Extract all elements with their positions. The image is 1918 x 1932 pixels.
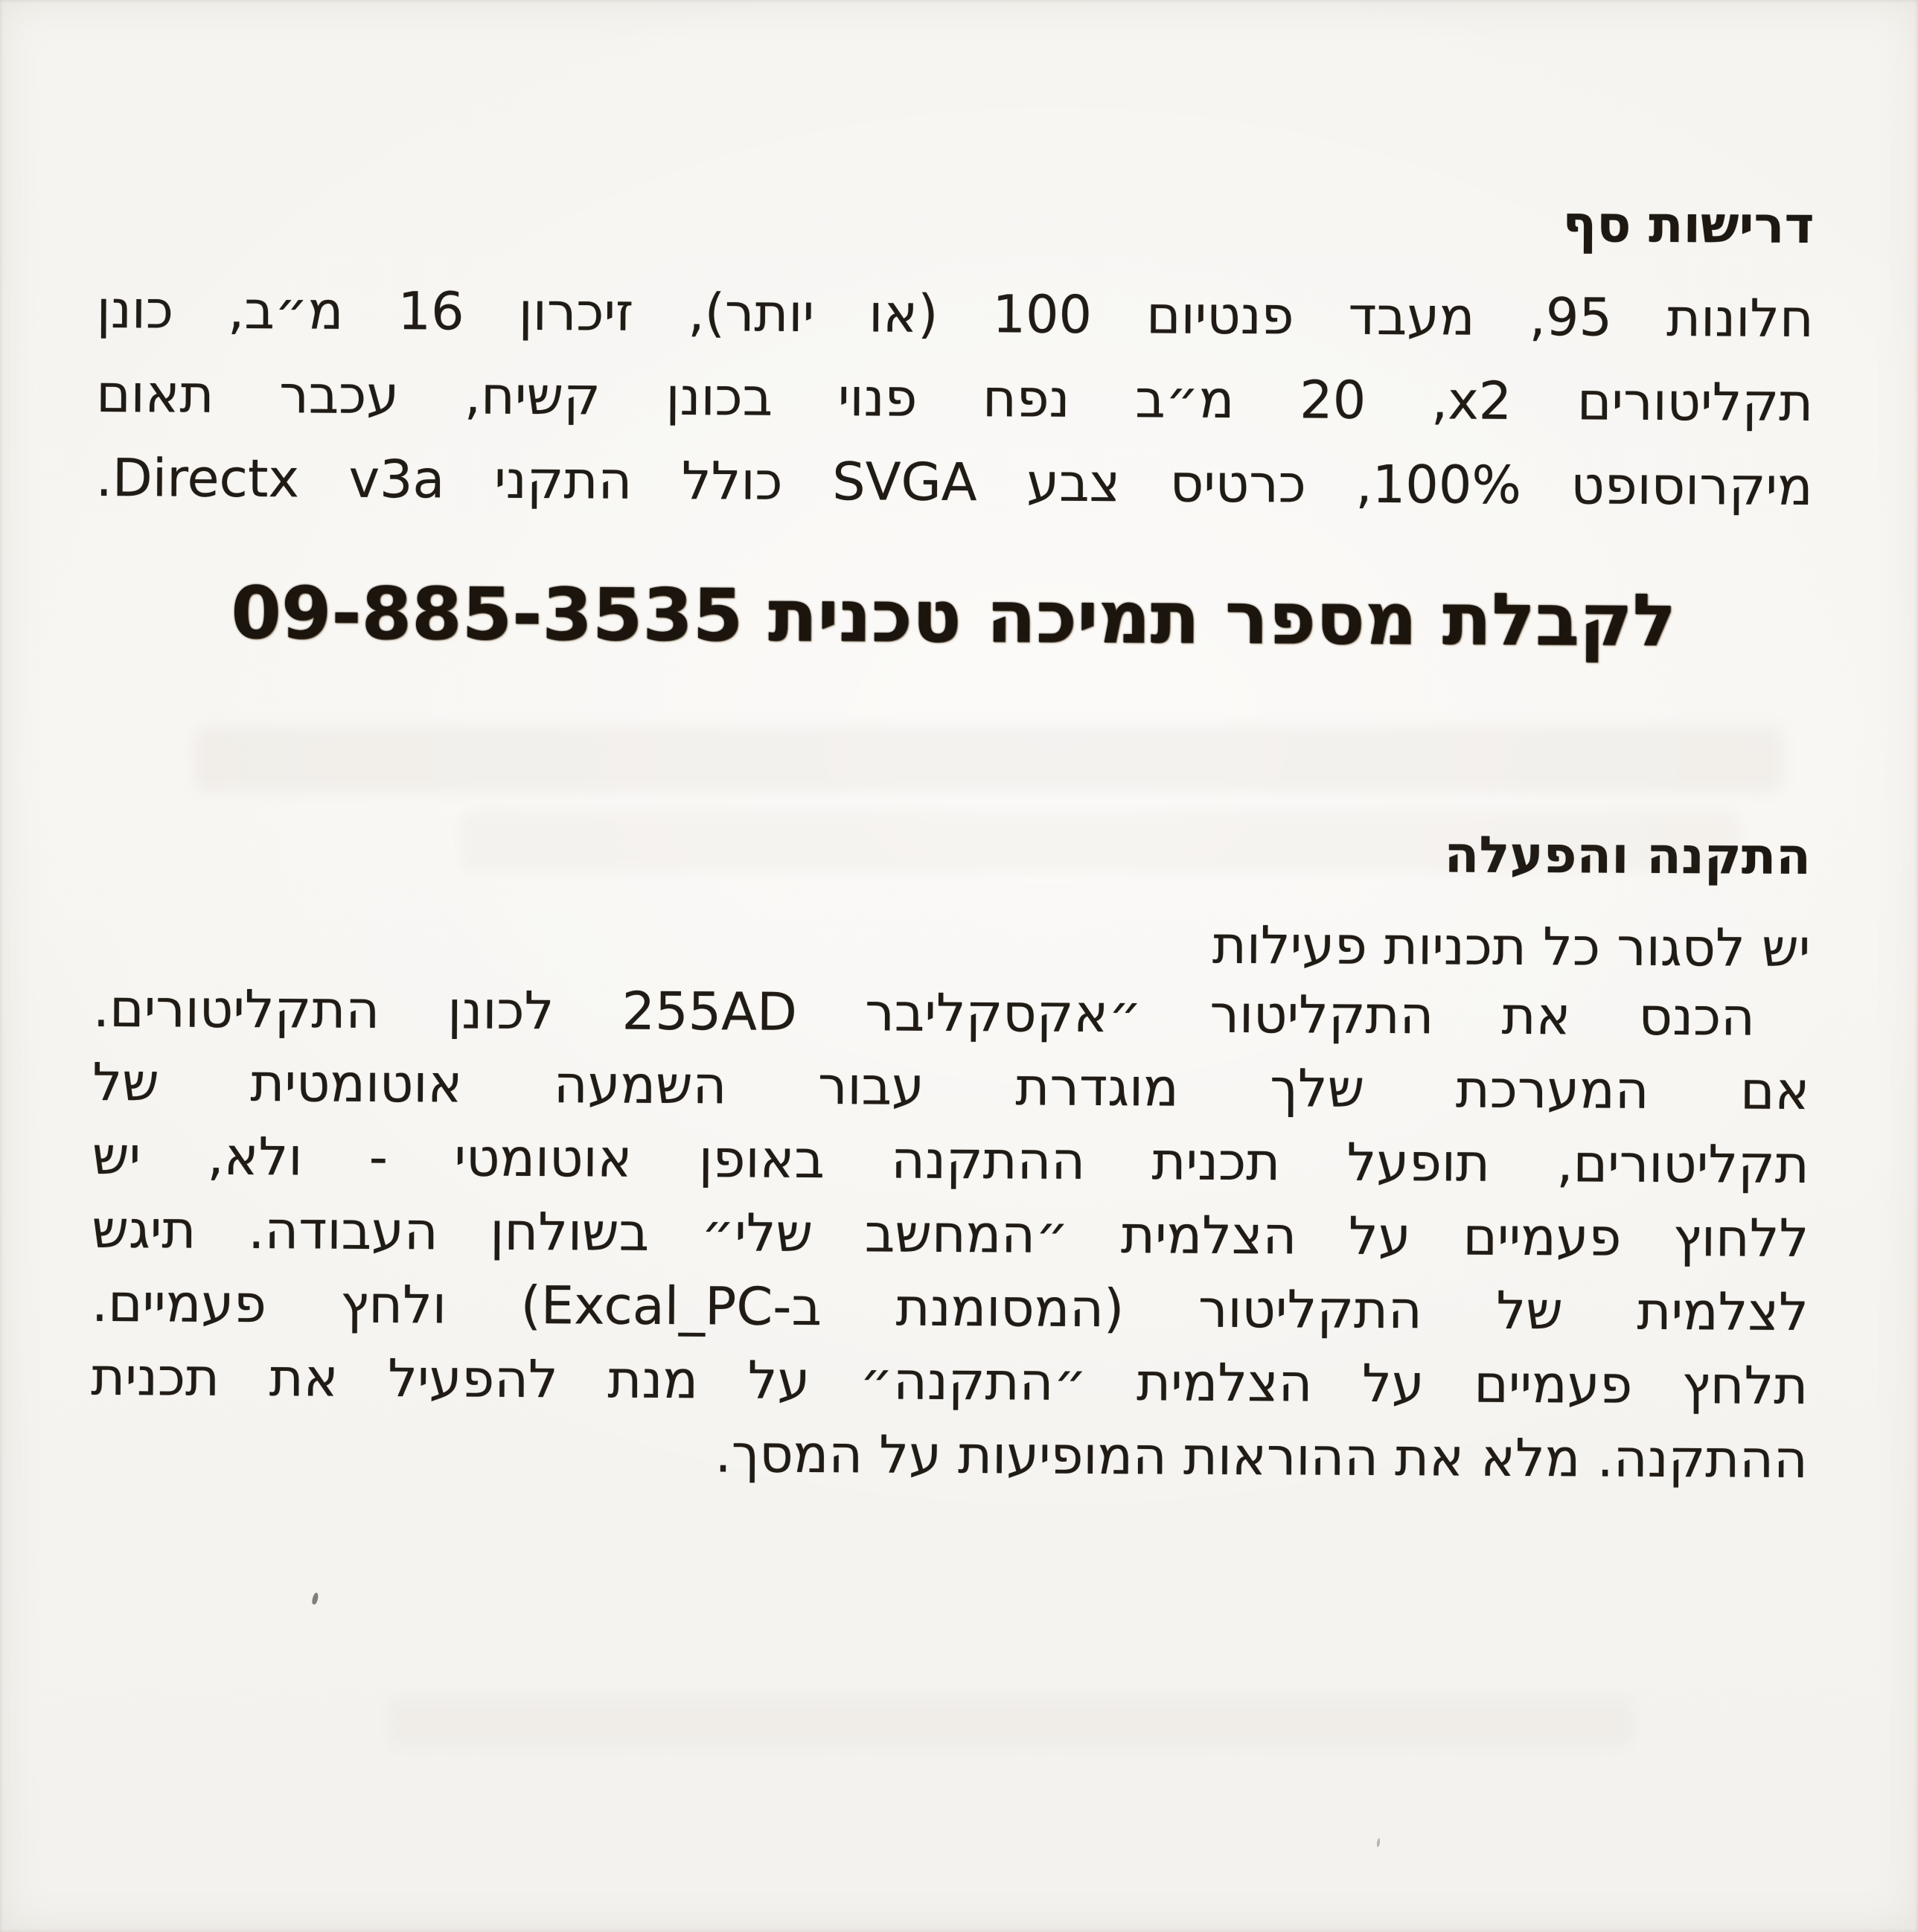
installation-line: תקליטורים, תופעל תכנית ההתקנה באופן אוטומטי - ולא, יש <box>92 1125 1810 1196</box>
ink-speck <box>1376 1838 1381 1847</box>
installation-paragraph <box>91 972 1811 1497</box>
installation-line: הכנס את התקליטור ״אקסקליבר 255AD לכונן התקליטורים. <box>92 977 1756 1048</box>
requirements-line: תקליטורים x2‏, 20 מ״ב נפח פנוי בכונן קשיח, עכבר תאום <box>95 362 1814 434</box>
installation-subheading: יש לסגור כל תכניות פעילות <box>1212 914 1811 979</box>
support-phone-line: לקבלת מספר תמיכה טכנית 09-885-3535 <box>230 570 1677 663</box>
requirements-line: חלונות 95, מעבד פנטיום 100 (או יותר), זיכרון 16 מ״ב, כונן <box>96 278 1815 350</box>
bleedthrough-ghost <box>461 811 1739 871</box>
installation-line: לצלמית של התקליטור (המסומנת ב-Excal_PC) ולחץ פעמיים. <box>91 1272 1809 1343</box>
installation-line: ללחוץ פעמיים על הצלמית ״המחשב שלי״ בשולחן העבודה. תיגש <box>92 1198 1809 1270</box>
requirements-line: מיקרוסופט 100%, כרטיס צבע SVGA כולל התקני Directx v3a. <box>95 447 1813 518</box>
requirements-heading: דרישות סף <box>1562 195 1815 256</box>
ink-speck <box>311 1592 319 1605</box>
bleedthrough-ghost <box>387 1697 1635 1749</box>
installation-line: אם המערכת שלך מוגדרת עבור השמעה אוטומטית של <box>92 1051 1810 1122</box>
requirements-section <box>97 183 1814 260</box>
installation-line: ההתקנה. מלא את ההוראות המופיעות על המסך. <box>715 1423 1808 1491</box>
bleedthrough-ghost <box>194 726 1784 793</box>
installation-line: תלחץ פעמיים על הצלמית ״התקנה״ על מנת להפעיל את תכנית <box>91 1346 1809 1417</box>
page-content <box>91 0 1815 1491</box>
installation-heading: התקנה והפעלה <box>1444 825 1812 887</box>
requirements-paragraph <box>95 268 1814 529</box>
